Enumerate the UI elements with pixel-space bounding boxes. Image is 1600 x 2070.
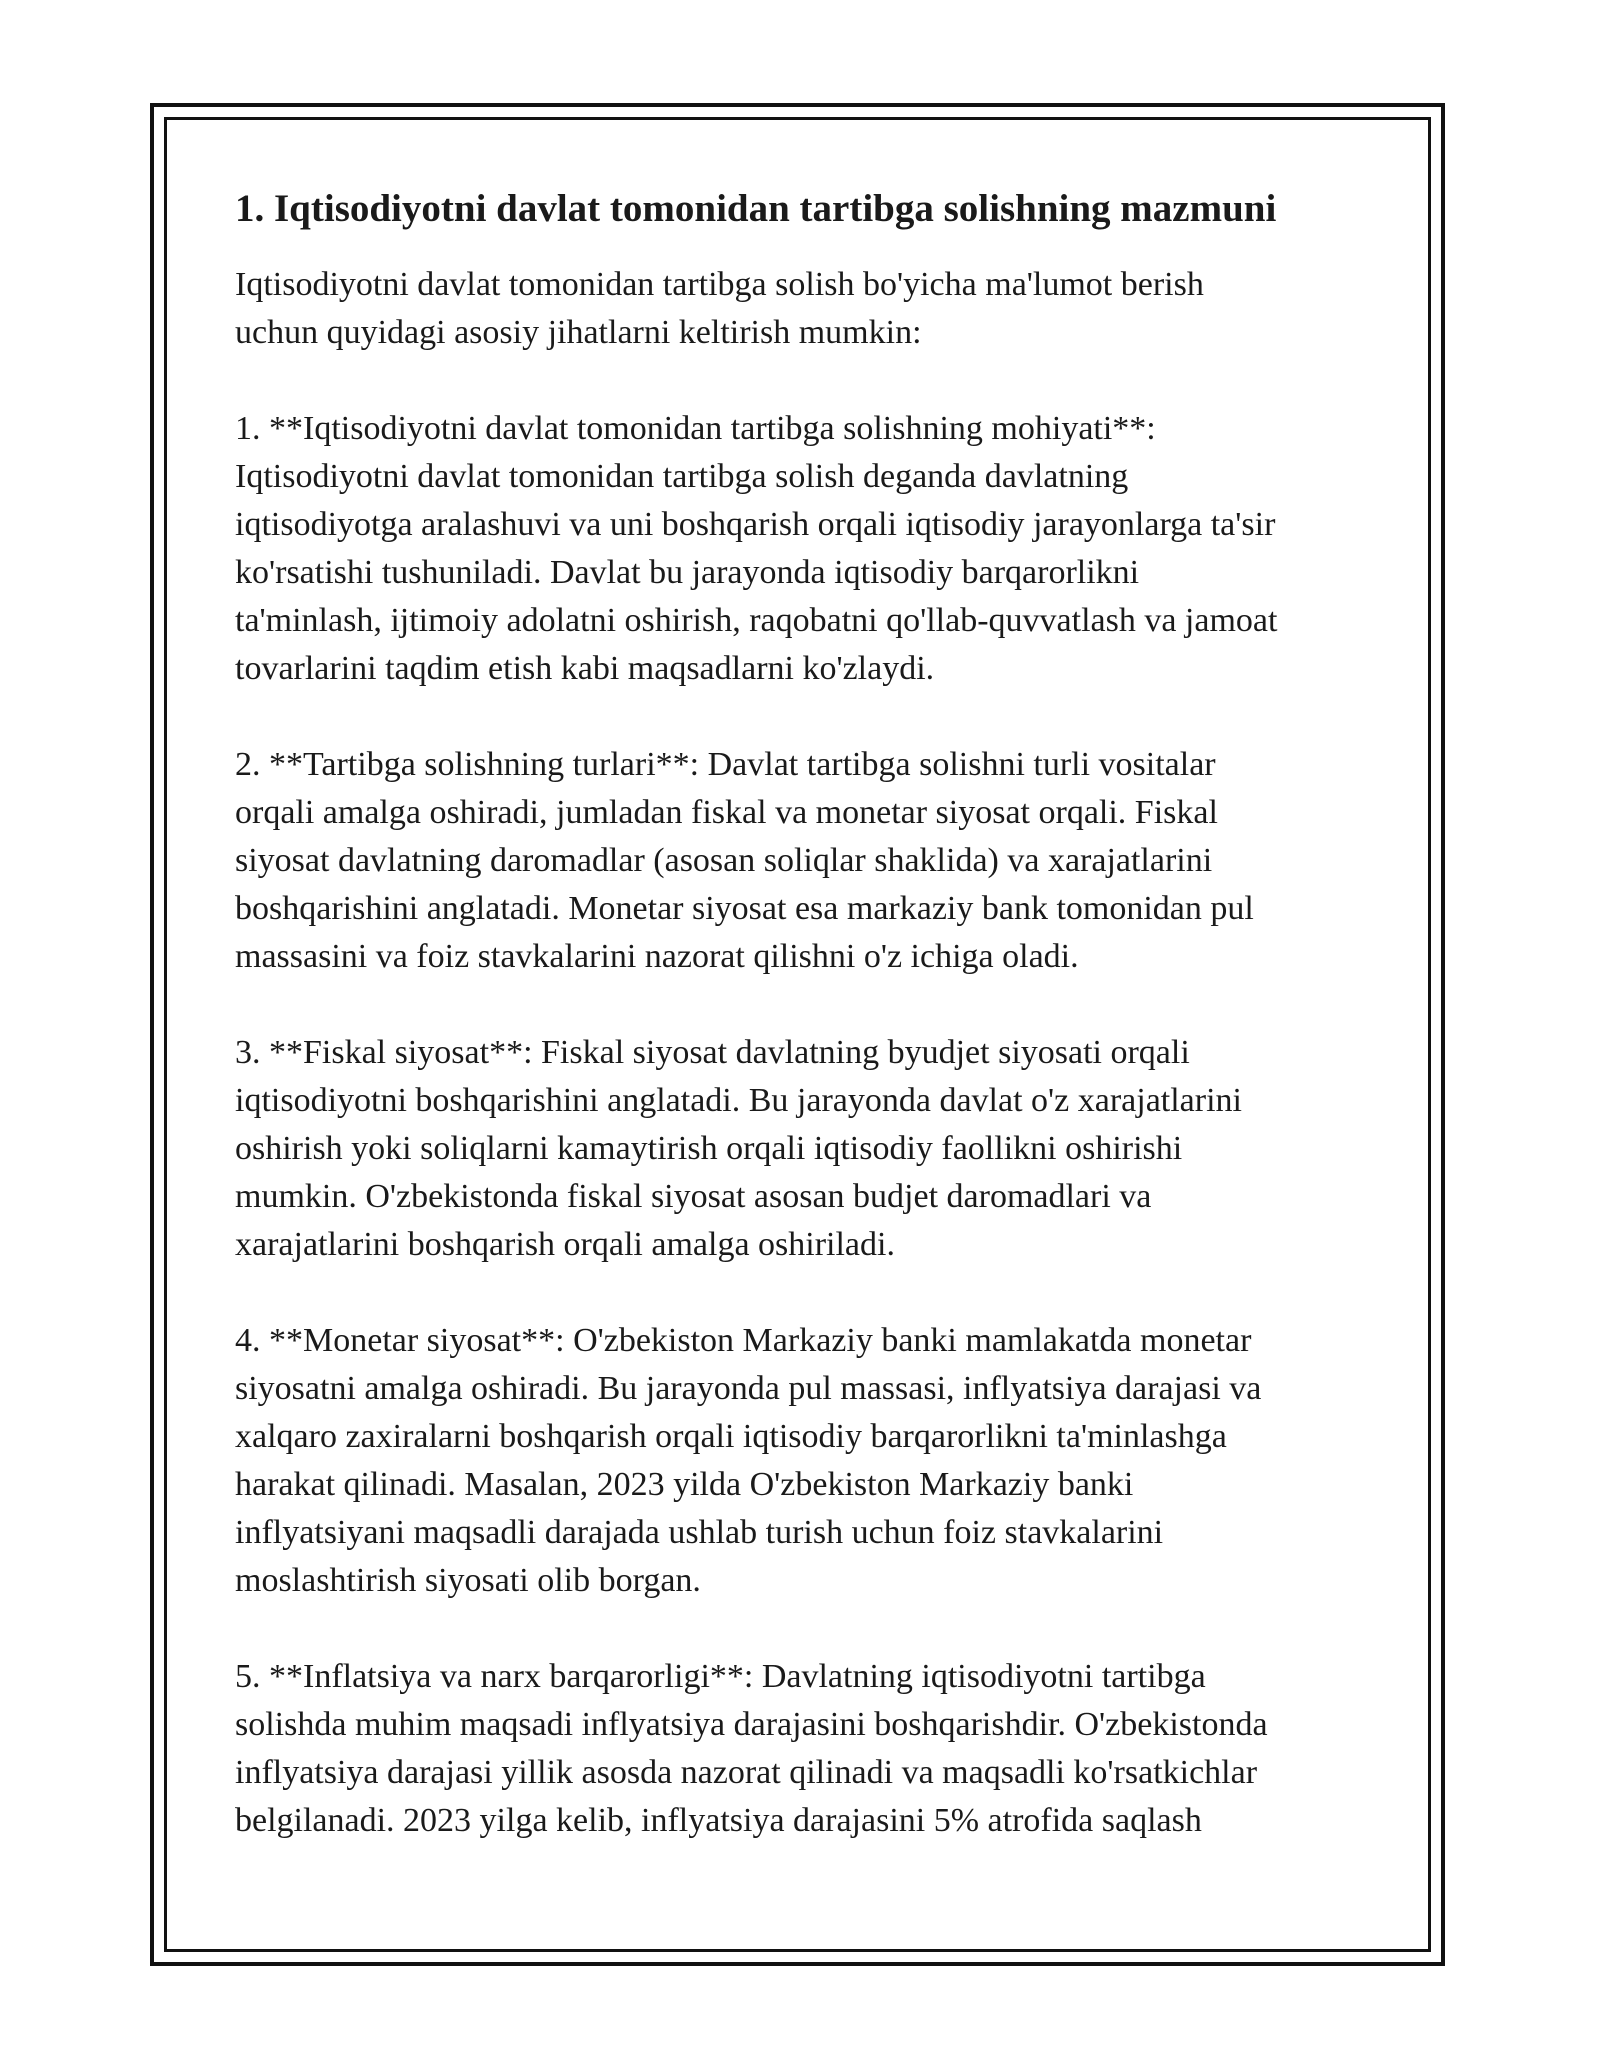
paragraph-essence: 1. **Iqtisodiyotni davlat tomonidan tartibga solishning mohiyati**: Iqtisodiyotni davlat tomonidan tartibga solish deganda davlatning iqtisodiyotga aralashuvi va uni boshqarish orqali iqtisodiy jarayonlarga ta'sir ko'rsatishi tushuniladi. Davlat bu jarayonda iqtisodiy barqarorlikni ta'minlash, ijtimoiy adolatni oshirish, raqobatni qo'llab-quvvatlash va jamoat tovarlarini taqdim etish kabi maqsadlarni ko'zlaydi. (235, 409, 1278, 687)
paragraph-monetary-policy: 4. **Monetar siyosat**: O'zbekiston Markaziy banki mamlakatda monetar siyosatni amalga oshiradi. Bu jarayonda pul massasi, inflyatsiya darajasi va xalqaro zaxiralarni boshqarish orqali iqtisodiy barqarorlikni ta'minlashga harakat qilinadi. Masalan, 2023 yilda O'zbekiston Markaziy banki inflyatsiyani maqsadli darajada ushlab turish uchun foiz stavkalarini moslashtirish siyosati olib borgan. (235, 1321, 1262, 1599)
paragraph-regulation-types: 2. **Tartibga solishning turlari**: Davlat tartibga solishni turli vositalar orqali amalga oshiradi, jumladan fiskal va monetar siyosat orqali. Fiskal siyosat davlatning daromadlar (asosan soliqlar shaklida) va xarajatlarini boshqarishini anglatadi. Monetar siyosat esa markaziy bank tomonidan pul massasini va foiz stavkalarini nazorat qilishni o'z ichiga oladi. (235, 745, 1254, 975)
section-title: 1. Iqtisodiyotni davlat tomonidan tartibga solishning mazmuni (235, 187, 1277, 230)
intro-paragraph: Iqtisodiyotni davlat tomonidan tartibga solish bo'yicha ma'lumot berish uchun quyidagi asosiy jihatlarni keltirish mumkin: (235, 265, 1204, 351)
paragraph-fiscal-policy: 3. **Fiskal siyosat**: Fiskal siyosat davlatning byudjet siyosati orqali iqtisodiyotni boshqarishini anglatadi. Bu jarayonda davlat o'z xarajatlarini oshirish yoki soliqlarni kamaytirish orqali iqtisodiy faollikni oshirishi mumkin. O'zbekistonda fiskal siyosat asosan budjet daromadlari va xarajatlarini boshqarish orqali amalga oshiriladi. (235, 1033, 1242, 1263)
paragraph-inflation: 5. **Inflatsiya va narx barqarorligi**: Davlatning iqtisodiyotni tartibga solishda muhim maqsadi inflyatsiya darajasini boshqarishdir. O'zbekistonda inflyatsiya darajasi yillik asosda nazorat qilinadi va maqsadli ko'rsatkichlar belgilanadi. 2023 yilga kelib, inflyatsiya darajasini 5% atrofida saqlash (235, 1657, 1268, 1839)
document-body (235, 186, 1375, 1893)
